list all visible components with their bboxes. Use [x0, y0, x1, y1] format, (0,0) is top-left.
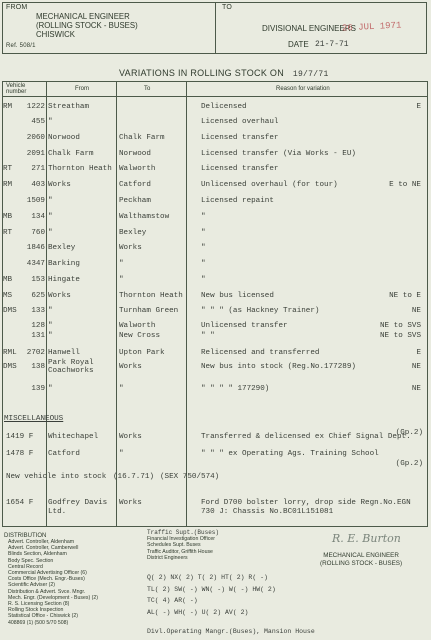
received-stamp: 26 JUL 1971: [341, 20, 402, 34]
cell-number: 1222: [26, 103, 45, 111]
cell-from: Thornton Heath: [48, 165, 112, 173]
cell-to: ": [119, 385, 124, 393]
dist-item: Scientific Adviser (2): [8, 582, 55, 589]
cell-number: 131: [31, 332, 45, 340]
title-date: 19/7/71: [292, 70, 329, 79]
cell-code: NE: [411, 363, 421, 371]
misc-to: ": [119, 450, 124, 458]
from-line-3: CHISWICK: [36, 30, 75, 39]
misc-number: 1654 F: [6, 499, 34, 507]
table-row: [0, 307, 431, 322]
cell-from: Works: [48, 181, 71, 189]
cell-number: 138: [31, 363, 45, 371]
cell-number: 133: [31, 307, 45, 315]
title-text: VARIATIONS IN ROLLING STOCK ON: [119, 68, 285, 78]
cell-reg: RM: [3, 181, 13, 189]
cell-reason: " " " " 177290): [201, 385, 270, 393]
table-row: [0, 134, 431, 149]
misc-from: Whitechapel: [48, 433, 99, 441]
dist-middle-item: District Engineers: [147, 554, 188, 561]
cell-reason: New bus licensed: [201, 292, 274, 300]
cell-reason: Licensed repaint: [201, 197, 274, 205]
cell-code: NE to E: [389, 292, 421, 300]
cell-number: 271: [31, 165, 45, 173]
table-row: [0, 103, 431, 118]
cell-reason: Licensed transfer: [201, 134, 279, 142]
cell-reason: Delicensed: [201, 103, 247, 111]
table-row: [0, 276, 431, 291]
cell-to: Upton Park: [119, 349, 165, 357]
misc-reason: " " " ex Operating Ags. Training School: [201, 450, 379, 458]
distribution-codes: [147, 572, 276, 618]
cell-reg: RT: [3, 229, 13, 237]
cell-reg: RML: [3, 349, 17, 357]
dist-middle-item: Schedules Supt. Buses: [147, 542, 201, 549]
cell-to: Peckham: [119, 197, 151, 205]
cell-reg: RT: [3, 165, 13, 173]
table-row: [0, 165, 431, 180]
dist-item: Body Spec. Section: [8, 557, 54, 564]
cell-to: Bexley: [119, 229, 147, 237]
cell-reason: " ": [201, 332, 215, 340]
cell-number: 2060: [26, 134, 45, 142]
cell-to: Works: [119, 244, 142, 252]
date-value: 21-7-71: [315, 40, 349, 49]
cell-to: Walthamstow: [119, 213, 170, 221]
table-row: [0, 229, 431, 244]
cell-reason: Licensed overhaul: [201, 118, 279, 126]
cell-reg: RM: [3, 103, 13, 111]
from-label: FROM: [6, 4, 28, 11]
cell-reason: Relicensed and transferred: [201, 349, 320, 357]
dist-item: R. S. Licensing Section (8): [8, 601, 70, 608]
dist-item: Rolling Stock Inspection: [8, 607, 64, 614]
table-row: [0, 292, 431, 307]
misc-to: Works: [119, 499, 142, 507]
form-title: [119, 68, 329, 79]
cell-number: 139: [31, 385, 45, 393]
cell-reason: ": [201, 229, 206, 237]
misc-number: 1478 F: [6, 450, 34, 458]
dist-item: Distribution & Advert. Svce. Mngr.: [8, 588, 86, 595]
table-row: [0, 118, 431, 133]
dist-item: Blinds Section, Aldenham: [8, 551, 67, 558]
cell-number: 128: [31, 322, 45, 330]
cell-reg: DMS: [3, 307, 17, 315]
cell-from: ": [48, 213, 53, 221]
misc-row: [0, 450, 431, 468]
cell-number: 2702: [26, 349, 45, 357]
from-line-1: MECHANICAL ENGINEER: [36, 12, 130, 21]
cell-code: E: [416, 103, 421, 111]
misc-row: [0, 473, 431, 488]
table-row: [0, 385, 431, 400]
cell-from: Barking: [48, 260, 80, 268]
table-row: [0, 150, 431, 165]
col-vehicle-line2: number: [6, 89, 27, 95]
cell-reg: MS: [3, 292, 13, 300]
distribution-list: [8, 539, 98, 626]
cell-from: ": [48, 322, 53, 330]
distribution-middle: [147, 530, 219, 561]
dist-item: Central Record: [8, 563, 43, 570]
misc-reason: Transferred & delicensed ex Chief Signal Dept.: [201, 433, 411, 441]
cell-number: 625: [31, 292, 45, 300]
misc-heading: MISCELLANEOUS: [4, 415, 64, 423]
dist-code-line: AL( -) WH( -) U( 2) AV( 2): [147, 608, 249, 616]
dist-middle-item: Traffic Auditor, Griffith House: [147, 548, 213, 555]
dist-code-line: Q( 2) NX( 2) T( 2) HT( 2) R( -): [147, 574, 268, 581]
misc-row: [0, 429, 431, 448]
cell-code: E to NE: [389, 181, 421, 189]
cell-code: NE: [411, 385, 421, 393]
table-row: [0, 332, 431, 347]
cell-reason: Unlicensed overhaul (for tour): [201, 181, 338, 189]
col-header-from: From: [75, 86, 89, 92]
cell-from: ": [48, 118, 53, 126]
misc-to: Works: [119, 433, 142, 441]
cell-from: Bexley: [48, 244, 76, 252]
cell-to: Turnham Green: [119, 307, 179, 315]
from-line-2: (ROLLING STOCK - BUSES): [36, 21, 138, 30]
cell-to: ": [119, 276, 124, 284]
cell-reason: Licensed transfer (Via Works - EU): [201, 150, 356, 158]
col-vehicle-line1: Vehicle: [6, 83, 26, 89]
table-row: [0, 260, 431, 275]
cell-to: ": [119, 260, 124, 268]
cell-reason: Unlicensed transfer: [201, 322, 288, 330]
misc-from: Catford: [48, 450, 80, 458]
cell-from: Works: [48, 292, 71, 300]
cell-from: ": [48, 385, 53, 393]
cell-code: NE: [411, 307, 421, 315]
misc-from: Godfrey Davis Ltd.: [48, 499, 108, 516]
cell-number: 455: [31, 118, 45, 126]
cell-from: ": [48, 197, 53, 205]
sign-title-line: MECHANICAL ENGINEER: [323, 552, 399, 559]
misc-to: (SEX 750/574): [160, 473, 220, 481]
cell-reason: ": [201, 213, 206, 221]
cell-reason: ": [201, 260, 206, 268]
dist-item: Statistical Office - Chiswick (2): [8, 613, 78, 620]
dist-item: Mech. Engr. (Development - Buses) (2): [8, 594, 98, 601]
table-row: [0, 197, 431, 212]
cell-to: Thornton Heath: [119, 292, 183, 300]
cell-to: Works: [119, 363, 142, 371]
cell-reason: Licensed transfer: [201, 165, 279, 173]
cell-to: New Cross: [119, 332, 161, 340]
distribution-footer: Divl.Operating Mangr.(Buses), Mansion House: [147, 628, 315, 635]
cell-reason: ": [201, 244, 206, 252]
misc-number: 1419 F: [6, 433, 34, 441]
table-row: [0, 244, 431, 259]
signatory-title: [320, 552, 402, 568]
cell-from: ": [48, 229, 53, 237]
distribution-heading: DISTRIBUTION: [4, 533, 47, 539]
cell-reason: ": [201, 276, 206, 284]
misc-note: (Gp.2): [395, 460, 423, 468]
dist-code-line: TC( 4) AR( -): [147, 597, 198, 604]
misc-note: (Gp.2): [395, 429, 423, 437]
cell-from: ": [48, 307, 53, 315]
cell-number: 1846: [26, 244, 45, 252]
table-row: [0, 181, 431, 196]
dist-middle-item: Financial Investigation Officer: [147, 536, 215, 543]
cell-reg: DMS: [3, 363, 17, 371]
from-block: [36, 12, 138, 39]
dist-code-line: TL( 2) SW( -) WN( -) W( -) HW( 2): [147, 585, 276, 593]
misc-from: (16.7.71): [113, 473, 155, 481]
date-label: DATE: [288, 40, 309, 49]
cell-from: Hingate: [48, 276, 80, 284]
cell-to: Walworth: [119, 165, 156, 173]
table-row: [0, 213, 431, 228]
cell-number: 403: [31, 181, 45, 189]
cell-reg: MB: [3, 213, 13, 221]
cell-number: 4347: [26, 260, 45, 268]
misc-reason: Ford D700 bolster lorry, drop side Regn.No.EGN 730 J: Chassis No.BC01L151081: [201, 499, 411, 516]
cell-from: Park Royal Coachworks: [48, 359, 94, 375]
ref-number: Ref. 508/1: [6, 43, 36, 49]
sign-title-line: (ROLLING STOCK - BUSES): [320, 560, 403, 567]
cell-code: NE to SVS: [379, 322, 421, 330]
cell-to: Norwood: [119, 150, 151, 158]
dist-item: Advert. Controller, Camberwell: [8, 545, 79, 552]
cell-number: 153: [31, 276, 45, 284]
cell-number: 1509: [26, 197, 45, 205]
cell-to: Walworth: [119, 322, 156, 330]
cell-from: Hanwell: [48, 349, 80, 357]
misc-number: New vehicle into stock: [6, 473, 107, 481]
cell-to: Catford: [119, 181, 151, 189]
dist-middle-item: Traffic Supt.(Buses): [147, 529, 220, 536]
dist-item: Costs Office (Mech. Engr.-Buses): [8, 576, 85, 583]
cell-from: Norwood: [48, 134, 80, 142]
to-label: TO: [222, 4, 232, 11]
cell-number: 2091: [26, 150, 45, 158]
cell-reg: MB: [3, 276, 13, 284]
misc-row: [0, 499, 431, 514]
col-header-vehicle: [6, 83, 26, 95]
table-row: [0, 359, 431, 378]
cell-from: ": [48, 332, 53, 340]
cell-reason: " " " (as Hackney Trainer): [201, 307, 320, 315]
cell-code: E: [416, 349, 421, 357]
dist-item: Advert. Controller, Aldenham: [8, 539, 75, 545]
dist-item: Commercial Advertising Officer (6): [8, 570, 87, 577]
cell-reason: New bus into stock (Reg.No.177289): [201, 363, 356, 371]
col-header-reason: Reason for variation: [276, 86, 330, 92]
cell-number: 760: [31, 229, 45, 237]
signature: R. E. Burton: [332, 532, 401, 545]
cell-number: 134: [31, 213, 45, 221]
cell-from: Chalk Farm: [48, 150, 94, 158]
to-value: DIVISIONAL ENGINEERS: [262, 24, 356, 33]
cell-from: Streatham: [48, 103, 90, 111]
cell-code: NE to SVS: [379, 332, 421, 340]
cell-to: Chalk Farm: [119, 134, 165, 142]
dist-item: 408869 (1) (500 5/70 508): [8, 619, 69, 626]
col-header-to: To: [144, 86, 151, 92]
